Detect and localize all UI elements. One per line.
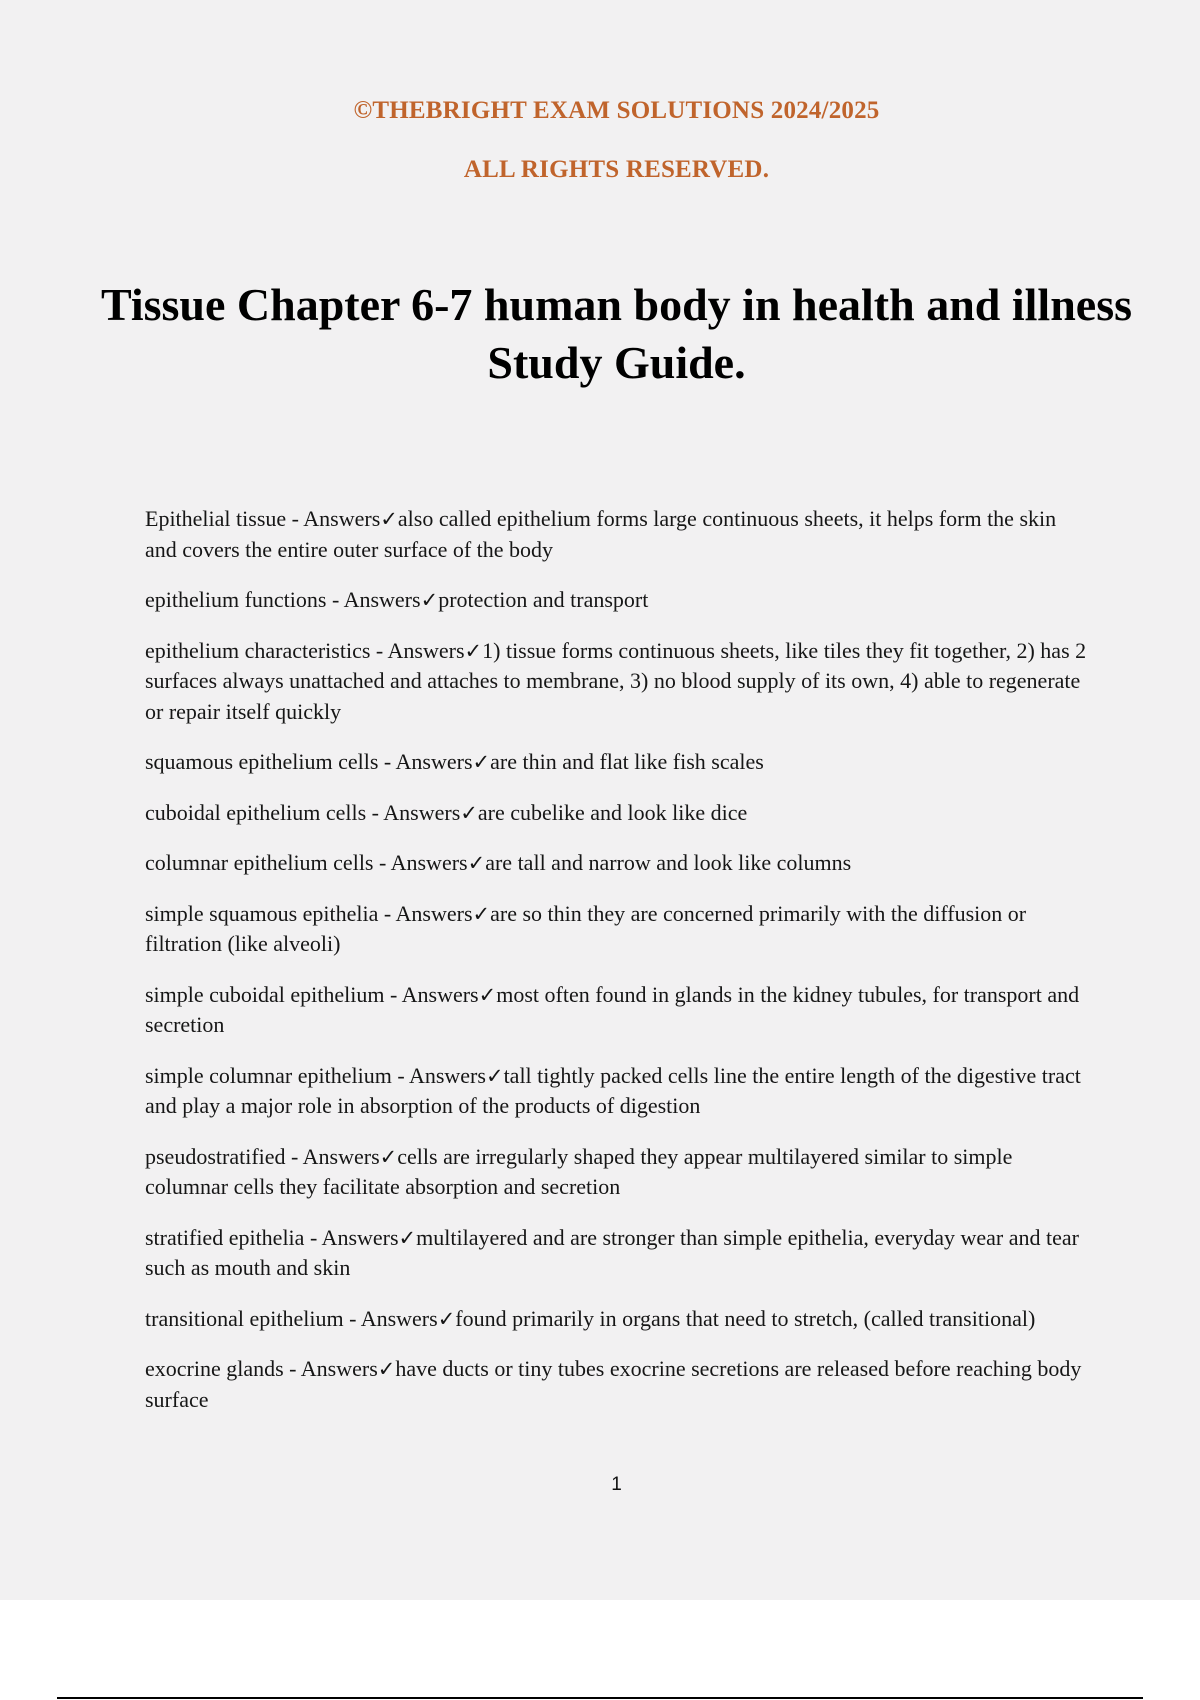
answer-separator: - Answers [285,1143,380,1169]
item-term: simple cuboidal epithelium [145,981,385,1007]
answer-separator: - Answers [366,799,461,825]
item-term: columnar epithelium cells [145,850,374,875]
answer-separator: - Answers [384,981,479,1007]
answer-separator: - Answers [343,1305,438,1331]
answer-separator: - Answers [378,900,473,926]
item-term: pseudostratified [145,1143,286,1169]
item-answer: are cubelike and look like dice [477,799,748,825]
item-term: cuboidal epithelium cells [145,799,367,825]
check-mark-icon: ✓ [472,750,491,774]
item-answer: are thin and flat like fish scales [490,749,764,774]
item-answer: multilayered and are stronger than simple epithelia, everyday wear and tear such as mouth and skin [145,1224,1079,1280]
check-mark-icon: ✓ [460,800,478,825]
study-guide-item [145,980,1093,1041]
item-term: simple squamous epithelia [145,900,379,926]
item-answer: tall tightly packed cells line the entire length of the digestive tract and play a major role in absorption of the products of digestion [145,1062,1081,1118]
check-mark-icon: ✓ [478,982,497,1007]
item-term: Epithelial tissue [145,506,287,531]
answer-separator: - Answers [286,506,381,531]
item-term: epithelium functions [145,587,327,612]
item-answer: found primarily in organs that need to stretch, (called transitional) [455,1305,1036,1331]
page-number: 1 [611,1474,622,1495]
item-term: simple columnar epithelium [145,1062,392,1088]
check-mark-icon: ✓ [467,851,486,875]
item-term: exocrine glands [145,1356,284,1381]
answer-separator: - Answers [326,587,421,612]
answer-separator: - Answers [373,850,468,875]
check-mark-icon: ✓ [472,901,491,926]
answer-separator: - Answers [378,749,473,774]
check-mark-icon: ✓ [437,1306,456,1331]
check-mark-icon: ✓ [420,588,439,612]
answer-separator: - Answers [391,1062,486,1088]
answer-separator: - Answers [304,1224,399,1250]
study-guide-item [145,504,1093,565]
study-guide-item [145,798,1093,829]
study-guide-item [145,585,1093,616]
copyright-notice: ©THEBRIGHT EXAM SOLUTIONS 2024/2025 [353,97,880,124]
check-mark-icon: ✓ [379,1144,398,1169]
item-term: epithelium characteristics [145,637,371,663]
study-guide-item [145,899,1093,960]
item-answer: cells are irregularly shaped they appear multilayered similar to simple columnar cells they facilitate absorption and secretion [145,1143,1013,1199]
check-mark-icon: ✓ [380,507,398,531]
document-title: Tissue Chapter 6-7 human body in health and illness Study Guide. [100,278,1133,388]
answer-separator: - Answers [370,637,465,663]
study-guide-item [145,747,1093,778]
item-term: transitional epithelium [145,1305,344,1331]
check-mark-icon: ✓ [464,638,483,663]
item-answer: 1) tissue forms continuous sheets, like tiles they fit together, 2) has 2 surfaces always unattached and attaches to membrane, 3) no blood supply of its own, 4) able to regenerate or repair itself quickly [145,637,1087,724]
study-guide-item [145,1142,1093,1203]
answer-separator: - Answers [283,1356,378,1381]
study-guide-item [145,1223,1093,1284]
item-term: stratified epithelia [145,1224,305,1250]
check-mark-icon: ✓ [485,1063,504,1088]
study-guide-item [145,636,1093,728]
item-answer: protection and transport [438,587,649,612]
study-guide-item [145,1061,1093,1122]
item-answer: also called epithelium forms large continuous sheets, it helps form the skin and covers the entire outer surface of the body [145,506,1057,562]
item-answer: are tall and narrow and look like columns [485,850,852,875]
check-mark-icon: ✓ [398,1225,417,1250]
study-guide-item [145,848,1093,879]
check-mark-icon: ✓ [377,1357,396,1381]
item-answer: have ducts or tiny tubes exocrine secretions are released before reaching body surface [145,1356,1082,1412]
item-answer: are so thin they are concerned primarily with the diffusion or filtration (like alveoli) [145,900,1027,956]
study-guide-list [145,504,1093,1435]
item-term: squamous epithelium cells [145,749,379,774]
rights-reserved-notice: ALL RIGHTS RESERVED. [463,156,770,183]
study-guide-item [145,1304,1093,1335]
study-guide-item [145,1354,1093,1415]
divider-line [57,1697,1143,1699]
item-answer: most often found in glands in the kidney tubules, for transport and secretion [145,981,1080,1037]
